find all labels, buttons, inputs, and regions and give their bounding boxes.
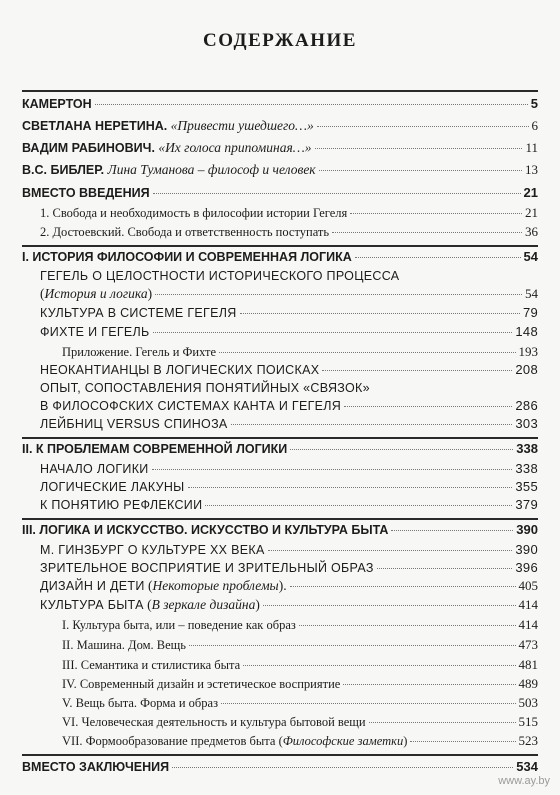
toc-entry-part2[interactable] [22,441,538,457]
page-number: 379 [515,497,538,512]
toc-entry-sub1[interactable] [62,617,538,633]
divider [22,90,538,92]
page-number: 13 [525,162,538,177]
entry-title: III. Семантика и стилистика быта [62,658,241,672]
page-number: 5 [530,96,538,111]
leader-dots [332,232,522,233]
entry-title: НЕОКАНТИАНЦЫ В ЛОГИЧЕСКИХ ПОИСКАХ [40,363,320,377]
leader-dots [343,684,515,685]
divider [22,754,538,756]
page-number: 338 [516,441,538,456]
toc-entry-design[interactable]: ДИЗАЙН И ДЕТИ (Некоторые проблемы). 405 [40,578,538,593]
toc-entry-sub5[interactable] [62,695,538,711]
page-number: 503 [518,695,538,710]
leader-dots [290,586,516,587]
toc-entry-lakuny[interactable] [40,479,538,495]
entry-title: IV. Современный дизайн и эстетическое восприятие [62,677,341,691]
toc-entry-part1[interactable] [22,249,538,265]
leader-dots [153,193,521,194]
entry-title: ЗРИТЕЛЬНОЕ ВОСПРИЯТИЕ И ЗРИТЕЛЬНЫЙ ОБРАЗ [40,561,374,575]
page-number: 148 [515,324,538,339]
entry-title: ВМЕСТО ВВЕДЕНИЯ [22,186,150,200]
leader-dots [188,487,513,488]
toc-entry-neretina[interactable] [22,118,538,134]
entry-title: «Привести ушедшего…» [170,118,314,133]
toc-entry-reflex[interactable] [40,497,538,513]
page-number: 523 [518,733,538,748]
leader-dots [391,530,513,531]
entry-title: ДИЗАЙН И ДЕТИ [40,579,145,593]
toc-entry-hegel-cont[interactable]: (История и логика) 54 [40,286,538,301]
toc-entry-intro-2[interactable] [40,224,538,240]
leader-dots [369,722,516,723]
entry-title: ГЕГЕЛЬ О ЦЕЛОСТНОСТИ ИСТОРИЧЕСКОГО ПРОЦЕССА [40,269,400,283]
leader-dots [172,767,513,768]
leader-dots [219,352,515,353]
leader-dots [240,313,520,314]
leader-dots [299,625,516,626]
leader-dots [189,645,516,646]
toc-entry-outro[interactable] [22,759,538,775]
toc-entry-opyt-cont[interactable] [40,398,538,414]
page-number: 481 [518,657,538,672]
toc-entry-ginzburg[interactable] [40,542,538,558]
toc-entry-sub3[interactable] [62,657,538,673]
page-number: 21 [525,205,538,220]
toc-entry-opyt[interactable] [40,380,538,396]
page-number: 355 [515,479,538,494]
toc-entry-zritel[interactable] [40,560,538,576]
page-number: 489 [518,676,538,691]
leader-dots [205,505,512,506]
entry-title: КУЛЬТУРА В СИСТЕМЕ ГЕГЕЛЯ [40,306,237,320]
entry-title: К ПОНЯТИЮ РЕФЛЕКСИИ [40,498,203,512]
part-heading: II. К ПРОБЛЕМАМ СОВРЕМЕННОЙ ЛОГИКИ [22,442,288,456]
page-number: 534 [516,759,538,774]
entry-author: СВЕТЛАНА НЕРЕТИНА. [22,119,168,133]
entry-author: В.С. БИБЛЕР. [22,163,105,177]
entry-title: Приложение. Гегель и Фихте [62,345,217,359]
toc-entry-sub6[interactable] [62,714,538,730]
page-number: 6 [531,118,538,133]
entry-title: V. Вещь быта. Форма и образ [62,696,219,710]
divider [22,245,538,247]
toc-entry-leibniz[interactable] [40,416,538,432]
toc-entry-nachalo[interactable] [40,461,538,477]
page-number: 208 [515,362,538,377]
divider [22,437,538,439]
leader-dots [377,568,513,569]
entry-title: ФИХТЕ И ГЕГЕЛЬ [40,325,150,339]
part-heading: I. ИСТОРИЯ ФИЛОСОФИИ И СОВРЕМЕННАЯ ЛОГИКА [22,250,352,264]
entry-author: ВАДИМ РАБИНОВИЧ. [22,141,155,155]
leader-dots [290,449,513,450]
leader-dots [155,294,522,295]
page-number: 36 [525,224,538,239]
toc-entry-hegel[interactable] [40,268,538,284]
entry-title: «Их голоса припоминая…» [158,140,312,155]
leader-dots [319,170,522,171]
page-number: 54 [523,249,538,264]
entry-title: VII. Формообразование предметов быта [62,734,276,748]
toc-entry-sub2[interactable] [62,637,538,653]
toc-entry-bibler[interactable] [22,162,538,178]
leader-dots [268,550,513,551]
page-number: 21 [523,185,538,200]
toc-entry-intro[interactable] [22,185,538,201]
toc-entry-sub7[interactable]: VII. Формообразование предметов быта (Философские заметки) 523 [62,733,538,748]
leader-dots [410,741,515,742]
entry-title: 1. Свобода и необходимость в философии истории Гегеля [40,206,348,220]
toc-entry-kultbyta[interactable]: КУЛЬТУРА БЫТА (В зеркале дизайна) 414 [40,597,538,612]
page-number: 79 [522,305,538,320]
leader-dots [355,257,521,258]
page-number: 390 [515,542,538,557]
toc-entry-appendix[interactable] [62,344,538,360]
leader-dots [153,332,513,333]
entry-title: ЛЕЙБНИЦ VERSUS СПИНОЗА [40,417,228,431]
page-number: 193 [518,344,538,359]
leader-dots [95,104,528,105]
page-number: 338 [515,461,538,476]
toc-entry-intro-1[interactable] [40,205,538,221]
entry-title: I. Культура быта, или – поведение как образ [62,618,296,632]
page-number: 303 [515,416,538,431]
page-number: 414 [518,597,538,612]
toc-entry-kamerton[interactable] [22,96,538,112]
page-title: СОДЕРЖАНИЕ [203,30,357,51]
entry-title: ВМЕСТО ЗАКЛЮЧЕНИЯ [22,760,170,774]
entry-subtitle: В зеркале дизайна [151,597,256,612]
toc-entry-rabinovich[interactable] [22,140,538,156]
leader-dots [243,665,515,666]
entry-title: VI. Человеческая деятельность и культура бытовой вещи [62,715,366,729]
page-number: 473 [518,637,538,652]
leader-dots [317,126,529,127]
entry-title: Лина Туманова – философ и человек [107,162,316,177]
entry-subtitle: Философские заметки [282,734,404,748]
toc-entry-culture[interactable] [40,305,538,321]
entry-title: КАМЕРТОН [22,97,92,111]
toc-entry-neokant[interactable] [40,362,538,378]
page-number: 396 [515,560,538,575]
page-number: 54 [525,286,538,301]
page-number: 11 [525,140,538,155]
leader-dots [221,703,515,704]
entry-title: ОПЫТ, СОПОСТАВЛЕНИЯ ПОНЯТИЙНЫХ «СВЯЗОК» [40,381,370,395]
entry-title: ЛОГИЧЕСКИЕ ЛАКУНЫ [40,480,185,494]
part-heading: III. ЛОГИКА И ИСКУССТВО. ИСКУССТВО И КУЛЬТУРА БЫТА [22,523,389,537]
page-number: 286 [515,398,538,413]
leader-dots [322,370,512,371]
toc-entry-sub4[interactable] [62,676,538,692]
page-number: 515 [518,714,538,729]
toc-entry-fichte[interactable] [40,324,538,340]
divider [22,518,538,520]
leader-dots [263,605,516,606]
entry-title: М. ГИНЗБУРГ О КУЛЬТУРЕ XX ВЕКА [40,543,265,557]
toc-entry-part3[interactable] [22,522,538,538]
page-number: 390 [516,522,538,537]
entry-subtitle: Некоторые проблемы [152,578,279,593]
leader-dots [152,469,513,470]
entry-subtitle: История и логика [44,286,148,301]
page-number: 405 [518,578,538,593]
leader-dots [344,406,512,407]
leader-dots [315,148,523,149]
entry-title: В ФИЛОСОФСКИХ СИСТЕМАХ КАНТА И ГЕГЕЛЯ [40,399,342,413]
entry-title: НАЧАЛО ЛОГИКИ [40,462,149,476]
leader-dots [350,213,522,214]
page-number: 414 [518,617,538,632]
entry-title: КУЛЬТУРА БЫТА [40,598,144,612]
watermark: www.ay.by [498,775,550,787]
entry-title: 2. Достоевский. Свобода и ответственность поступать [40,225,330,239]
entry-title: II. Машина. Дом. Вещь [62,638,186,652]
leader-dots [231,424,513,425]
